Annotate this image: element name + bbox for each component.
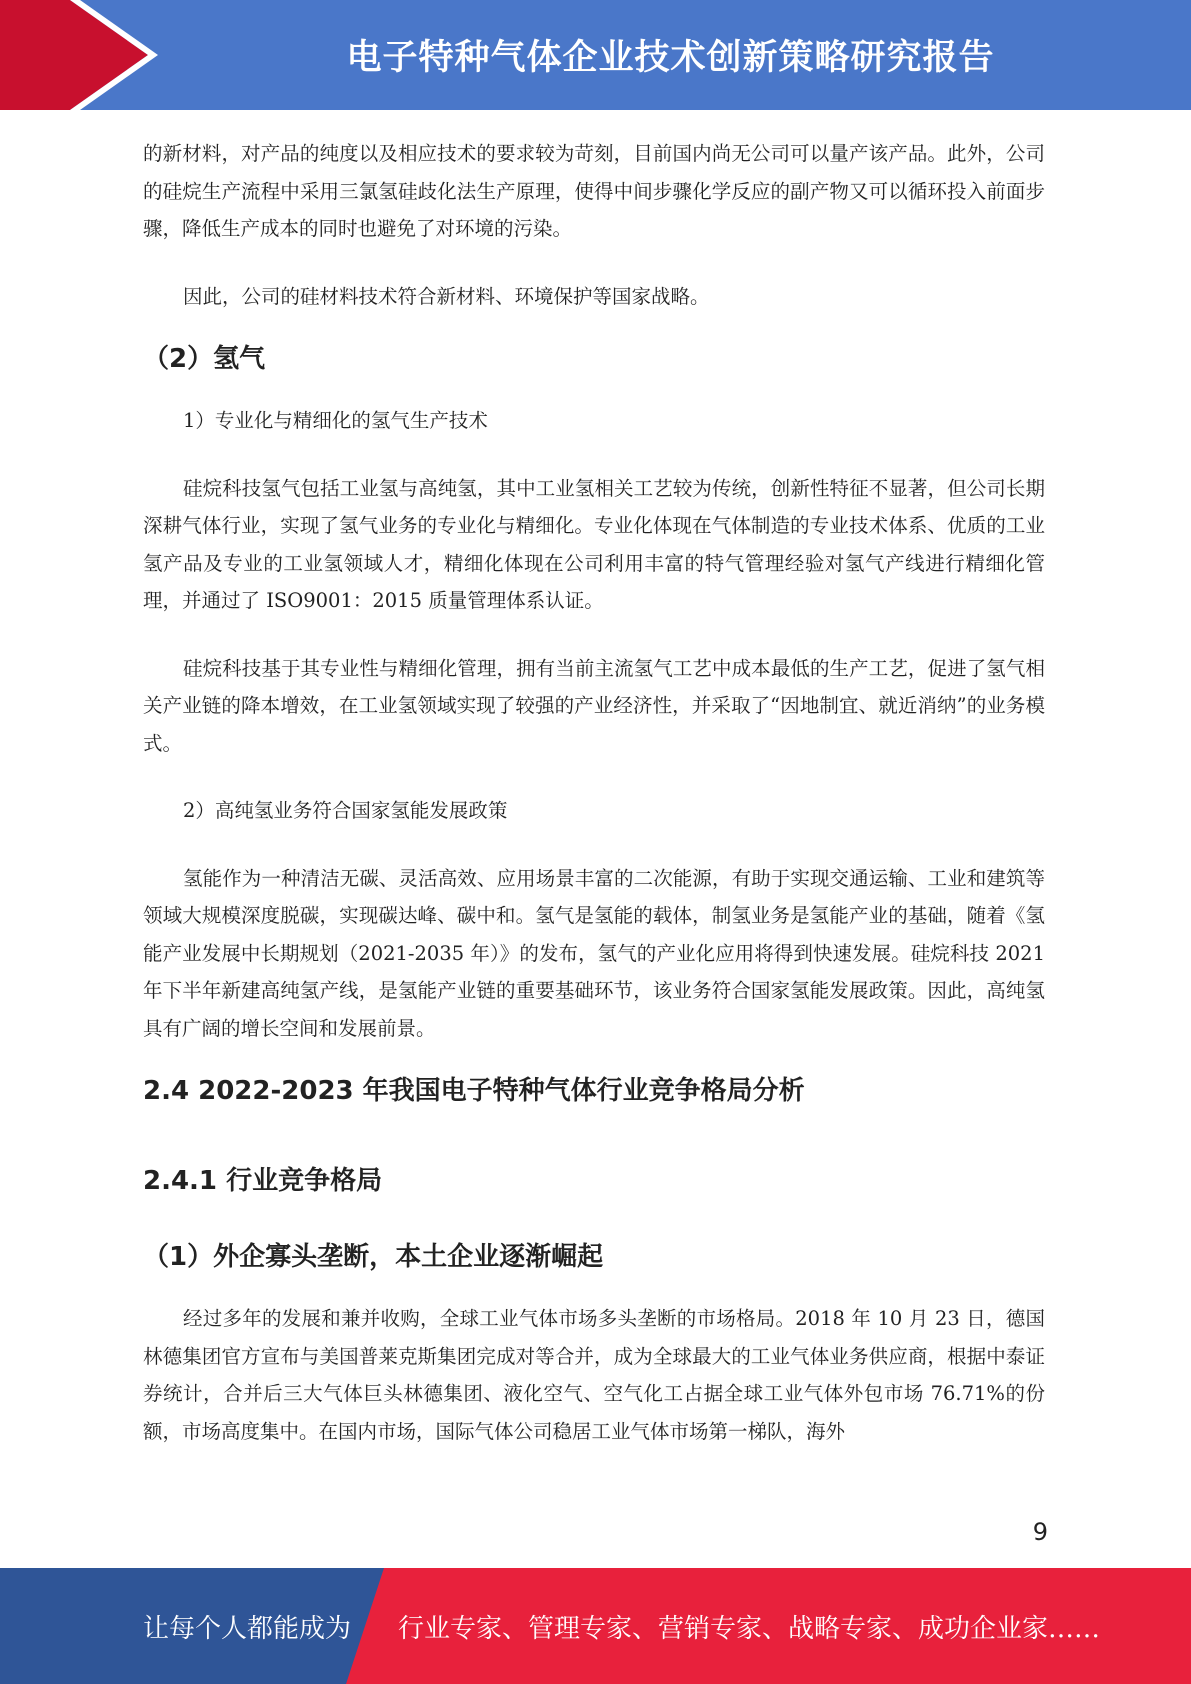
- header-arrow-decoration: [0, 0, 160, 110]
- paragraph-global-market: 经过多年的发展和兼并收购，全球工业气体市场多头垄断的市场格局。2018 年 10 月 23 日，德国林德集团官方宣布与美国普莱克斯集团完成对等合并，成为全球最大的工业气体业务供应商，根据中泰证券统计，合并后三大气体巨头林德集团、液化空气、空气化工占据全球工业气体外包市场 76.71%的份额，市场高度集中。在国内市场，国际气体公司稳居工业气体市场第一梯队，海外: [143, 1307, 1045, 1443]
- subheading-hydrogen-policy: 2）高纯氢业务符合国家氢能发展政策: [183, 799, 508, 822]
- heading-foreign-monopoly: （1）外企寡头垄断，本土企业逐渐崛起: [143, 1242, 604, 1272]
- paragraph-silicon-material: 的新材料，对产品的纯度以及相应技术的要求较为苛刻，目前国内尚无公司可以量产该产品。此外，公司的硅烷生产流程中采用三氯氢硅歧化法生产原理，使得中间步骤化学反应的副产物又可以循环投入前面步骤，降低生产成本的同时也避免了对环境的污染。: [143, 142, 1045, 240]
- paragraph-hydrogen-cost: 硅烷科技基于其专业性与精细化管理，拥有当前主流氢气工艺中成本最低的生产工艺，促进了氢气相关产业链的降本增效，在工业氢领域实现了较强的产业经济性，并采取了“因地制宜、就近消纳”的业务模式。: [143, 656, 1045, 755]
- paragraph-hydrogen-energy: 氢能作为一种清洁无碳、灵活高效、应用场景丰富的二次能源，有助于实现交通运输、工业和建筑等领域大规模深度脱碳，实现碳达峰、碳中和。氢气是氢能的载体，制氢业务是氢能产业的基础，随着《氢能产业发展中长期规划（2021-2035 年）》的发布，氢气的产业化应用将得到快速发展。硅烷科技 2021 年下半年新建高纯氢产线，是氢能产业链的重要基础环节，该业务符合国家氢能发展政策。因此，高纯氢具有广阔的增长空间和发展前景。: [143, 866, 1045, 1040]
- heading-section-2-4-1: 2.4.1 行业竞争格局: [143, 1166, 383, 1196]
- footer-slogan-left: 让每个人都能成为: [143, 1613, 352, 1644]
- page-number: 9: [1032, 1518, 1048, 1546]
- report-title: 电子特种气体企业技术创新策略研究报告: [346, 38, 995, 78]
- page-header: [0, 0, 1191, 110]
- footer-slogan-right: 行业专家、管理专家、营销专家、战略专家、成功企业家……: [398, 1613, 1101, 1644]
- page-content: [143, 135, 1045, 1450]
- heading-section-2-4: 2.4 2022-2023 年我国电子特种气体行业竞争格局分析: [143, 1076, 805, 1106]
- heading-hydrogen: （2）氢气: [143, 344, 266, 374]
- page-footer: [0, 1568, 1191, 1684]
- paragraph-hydrogen-products: 硅烷科技氢气包括工业氢与高纯氢，其中工业氢相关工艺较为传统，创新性特征不显著，但公司长期深耕气体行业，实现了氢气业务的专业化与精细化。专业化体现在气体制造的专业技术体系、优质的工业氢产品及专业的工业氢领域人才，精细化体现在公司利用丰富的特气管理经验对氢气产线进行精细化管理，并通过了 ISO9001：2015 质量管理体系认证。: [143, 476, 1045, 612]
- subheading-hydrogen-technology: 1）专业化与精细化的氢气生产技术: [183, 409, 488, 432]
- paragraph-silicon-strategy: 因此，公司的硅材料技术符合新材料、环境保护等国家战略。: [183, 284, 710, 308]
